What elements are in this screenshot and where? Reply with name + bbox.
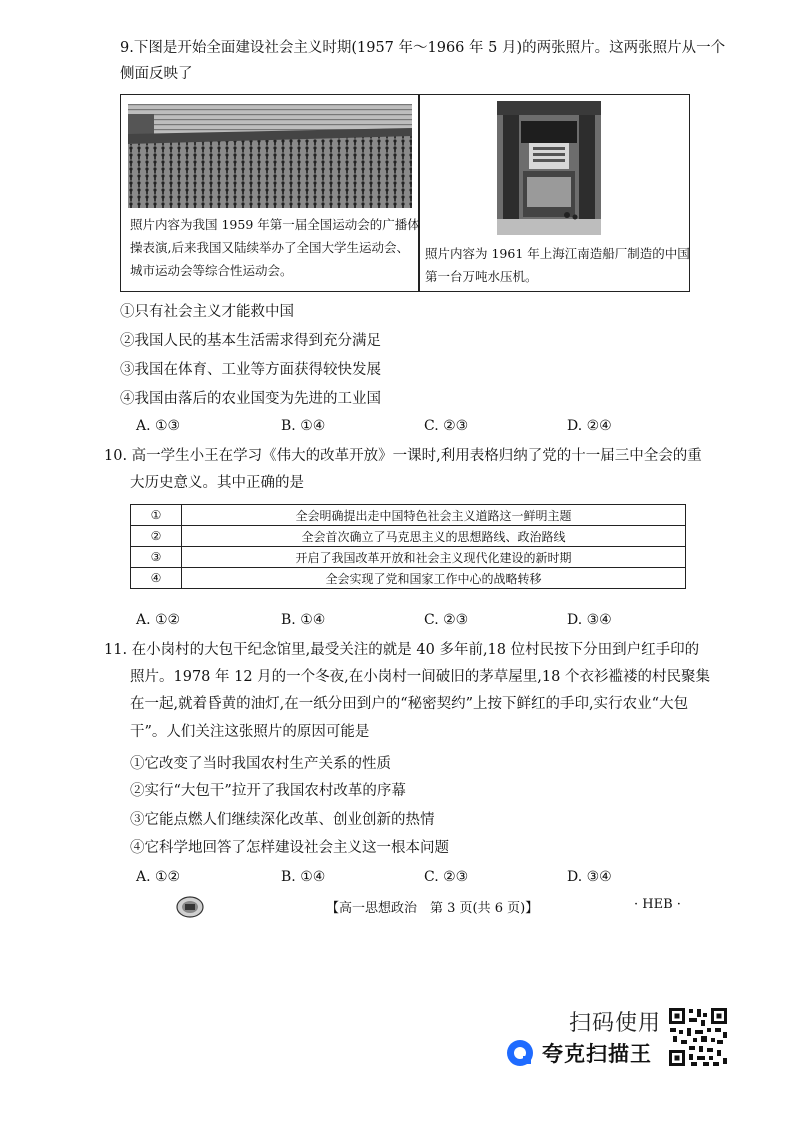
q10-table — [130, 504, 686, 589]
q10-option-b: B. ①④ — [281, 612, 326, 628]
table-cell-num: ② — [131, 526, 182, 547]
q9-statement-3: ③我国在体育、工业等方面获得较快发展 — [120, 362, 381, 378]
q9-statement-1: ①只有社会主义才能救中国 — [120, 304, 294, 320]
q9-photo2-caption-1: 照片内容为 1961 年上海江南造船厂制造的中国 — [425, 246, 690, 261]
table-cell-num: ① — [131, 505, 182, 526]
table-cell-text: 开启了我国改革开放和社会主义现代化建设的新时期 — [182, 547, 686, 568]
q11-option-d: D. ③④ — [567, 869, 612, 885]
q9-option-d: D. ②④ — [567, 418, 612, 434]
table-cell-num: ④ — [131, 568, 182, 589]
q9-option-c: C. ②③ — [424, 418, 469, 434]
q11-statement-2: ②实行“大包干”拉开了我国农村改革的序幕 — [130, 783, 406, 799]
q9-photo2-caption-2: 第一台万吨水压机。 — [425, 269, 538, 284]
scanner-brand-name: 夸克扫描王 — [542, 1042, 652, 1066]
q9-option-a: A. ①③ — [136, 418, 181, 434]
q11-statement-4: ④它科学地回答了怎样建设社会主义这一根本问题 — [130, 840, 449, 856]
q11-option-c: C. ②③ — [424, 869, 469, 885]
q9-statement-2: ②我国人民的基本生活需求得到充分满足 — [120, 333, 381, 349]
q11-stem-line4: 干”。人们关注这张照片的原因可能是 — [130, 724, 370, 740]
q11-option-b: B. ①④ — [281, 869, 326, 885]
q9-photo1-caption-1: 照片内容为我国 1959 年第一届全国运动会的广播体 — [130, 217, 420, 232]
table-row — [131, 505, 686, 526]
q9-stem-line2: 侧面反映了 — [120, 66, 193, 82]
q9-photo-divider — [418, 94, 420, 292]
q11-stem-line1: 11. 在小岗村的大包干纪念馆里,最受关注的就是 40 多年前,18 位村民按下分田到户红手印的 — [104, 642, 700, 658]
table-cell-text: 全会明确提出走中国特色社会主义道路这一鲜明主题 — [182, 505, 686, 526]
q9-photo1-caption-2: 操表演,后来我国又陆续举办了全国大学生运动会、 — [130, 240, 409, 255]
q9-photo1-gymnastics — [128, 104, 412, 208]
q10-option-c: C. ②③ — [424, 612, 469, 628]
q11-stem-line2: 照片。1978 年 12 月的一个冬夜,在小岗村一间破旧的茅草屋里,18 个衣衫褴褛的村民聚集 — [130, 669, 710, 685]
q10-stem-line2: 大历史意义。其中正确的是 — [130, 475, 304, 491]
q11-statement-1: ①它改变了当时我国农村生产关系的性质 — [130, 756, 391, 772]
scanner-brand — [506, 1038, 652, 1068]
q11-statement-3: ③它能点燃人们继续深化改革、创业创新的热情 — [130, 812, 435, 828]
q9-stem-line1: 9.下图是开始全面建设社会主义时期(1957 年～1966 年 5 月)的两张照片。这两张照片从一个 — [120, 40, 726, 56]
q10-stem-line1: 10. 高一学生小王在学习《伟大的改革开放》一课时,利用表格归纳了党的十一届三中全会的重 — [104, 448, 702, 464]
q10-option-d: D. ③④ — [567, 612, 612, 628]
table-row — [131, 547, 686, 568]
exam-logo-icon — [176, 896, 204, 918]
table-row — [131, 526, 686, 547]
q9-option-b: B. ①④ — [281, 418, 326, 434]
quark-logo-icon — [506, 1039, 534, 1067]
q9-statement-4: ④我国由落后的农业国变为先进的工业国 — [120, 391, 381, 407]
table-row — [131, 568, 686, 589]
scan-to-use-label: 扫码使用 — [569, 1011, 662, 1036]
table-cell-text: 全会实现了党和国家工作中心的战略转移 — [182, 568, 686, 589]
q11-stem-line3: 在一起,就着昏黄的油灯,在一纸分田到户的“秘密契约”上按下鲜红的手印,实行农业“大包 — [130, 696, 689, 712]
q10-option-a: A. ①② — [136, 612, 181, 628]
page-footer-center: 【高一思想政治 第 3 页(共 6 页)】 — [326, 901, 539, 916]
table-cell-num: ③ — [131, 547, 182, 568]
q9-photo1-caption-3: 城市运动会等综合性运动会。 — [130, 263, 293, 278]
q9-photo2-hydraulic-press — [497, 101, 601, 235]
page-footer-right: · HEB · — [634, 897, 681, 912]
qr-code-icon[interactable] — [667, 1006, 729, 1068]
table-cell-text: 全会首次确立了马克思主义的思想路线、政治路线 — [182, 526, 686, 547]
q11-option-a: A. ①② — [136, 869, 181, 885]
